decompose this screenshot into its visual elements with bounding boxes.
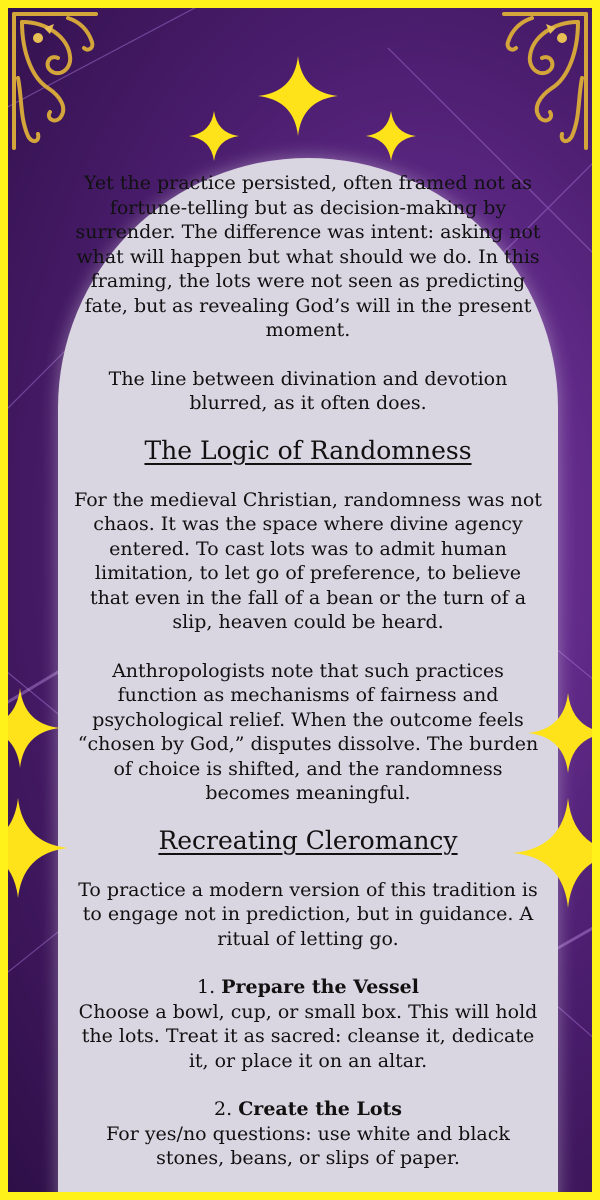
step-title: Create the Lots [238,1098,402,1120]
step-heading [74,1097,542,1122]
step-text: For yes/no questions: use white and black stones, beans, or slips of paper. [106,1122,510,1169]
step-heading [74,975,542,1000]
step-text: Choose a bowl, cup, or small box. This will hold the lots. Treat it as sacred: cleanse it, dedicate it, or place it on an altar. [78,1000,538,1072]
sparkle-icon [0,798,68,898]
corner-flourish-icon [8,8,103,158]
section-heading-logic-of-randomness: The Logic of Randomness [144,435,472,465]
paragraph-practice-persisted: Yet the practice persisted, often framed not as fortune-telling but as decision-making by surrender. The difference was intent: asking not what will happen but what should we do. In this framing, the lots were not seen as predicting fate, but as revealing God’s will in the present moment. [75,172,541,341]
section-heading-recreating-cleromancy: Recreating Cleromancy [158,825,458,855]
step-title: Prepare the Vessel [221,976,419,998]
paragraph-anthropologists: Anthropologists note that such practices function as mechanisms of fairness and psychological relief. When the outcome feels “chosen by God,” disputes dissolve. The burden of choice is shifted, and the randomness becomes meaningful. [77,659,539,804]
step-item [74,1097,542,1171]
sparkle-icon [258,56,338,136]
paragraph-divination-devotion: The line between divination and devotion blurred, as it often does. [108,367,508,414]
sparkle-icon [189,111,239,161]
corner-flourish-icon [497,8,592,158]
sparkle-icon [366,111,416,161]
article-body [74,171,542,1171]
paragraph-modern-practice: To practice a modern version of this tradition is to engage not in prediction, but in guidance. A ritual of letting go. [78,878,538,950]
sparkle-icon [0,688,60,768]
step-item [74,975,542,1073]
step-number: 1. [197,976,216,998]
paragraph-medieval-christian: For the medieval Christian, randomness was not chaos. It was the space where divine agency entered. To cast lots was to admit human limitation, to let go of preference, to believe that even in the fall of a bean or the turn of a slip, heaven could be heard. [74,488,542,633]
step-number: 2. [214,1098,233,1120]
